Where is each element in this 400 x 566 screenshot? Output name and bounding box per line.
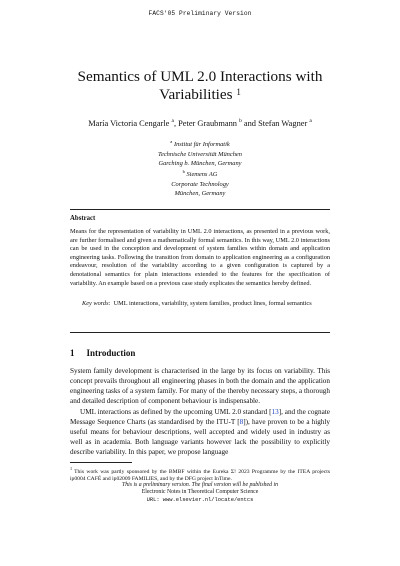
body-text-run: UML interactions as defined by the upcoming UML 2.0 standard [ xyxy=(80,408,272,416)
author-separator: , xyxy=(173,118,179,128)
preprint-url[interactable]: URL: www.elsevier.nl/locate/entcs xyxy=(146,496,254,503)
affiliation-line: Technische Universität München xyxy=(158,150,242,158)
preprint-note xyxy=(70,482,330,504)
footnote-text: This work was partly sponsored by the BMBF within the Eureka Σ! 2023 Programme by the ITEA projects ip0004 CAFÉ and ip02009 FAMILIES, and by the DFG project InTime. xyxy=(70,468,330,483)
affiliation-mark: b xyxy=(182,169,185,174)
author-list xyxy=(20,118,380,128)
preprint-line-2: Electronic Notes in Theoretical Computer Science xyxy=(141,489,259,496)
title-line-1: Semantics of UML 2.0 Interactions with xyxy=(77,68,323,85)
citation-link[interactable]: 13 xyxy=(271,408,279,416)
section-title: Introduction xyxy=(86,348,136,358)
affiliation-line: Garching b. München, Germany xyxy=(158,160,242,168)
abstract-top-rule xyxy=(70,209,330,210)
author-affil-mark: a xyxy=(171,118,174,124)
author-name: Peter Graubmann xyxy=(178,118,237,128)
preprint-line-1: This is a preliminary version. The final version will be published in xyxy=(122,482,278,488)
paper-title xyxy=(40,68,360,104)
affiliation-a xyxy=(40,137,360,169)
author-affil-mark: b xyxy=(239,118,242,124)
author-name: María Victoria Cengarle xyxy=(88,118,170,128)
affiliation-line: Corporate Technology xyxy=(171,180,229,188)
keywords-label: Key words: xyxy=(82,300,111,307)
title-footnote-mark: 1 xyxy=(236,87,241,97)
citation-link[interactable]: 8 xyxy=(239,418,244,426)
affiliation-line: Siemens AG xyxy=(186,171,218,179)
body-paragraph-2 xyxy=(70,407,330,457)
title-line-2: Variabilities xyxy=(159,86,233,103)
body-paragraph-1: System family development is characterised in the large by its focus on variability. This concept prevails throughout all engineering phases in both the domain and the application engineering tasks of a system family. For many of the thereby necessary steps, a thorough and detailed description of component behaviour is indispensable. xyxy=(70,367,330,405)
author-name: Stefan Wagner xyxy=(258,118,308,128)
keywords-text: UML interactions, variability, system families, product lines, formal semantics xyxy=(113,300,312,307)
keywords xyxy=(82,300,326,308)
footnote xyxy=(70,465,330,484)
abstract-bottom-rule xyxy=(70,332,330,333)
section-number: 1 xyxy=(70,348,75,358)
body-text-run: ], and the cognate Message Sequence Charts (as standardised by the ITU-T [ xyxy=(70,408,330,426)
section-heading xyxy=(70,348,135,358)
abstract-heading: Abstract xyxy=(70,215,96,222)
affiliation-mark: a xyxy=(170,139,173,144)
body-text-run: ]), have proven to be a highly useful means for behaviour descriptions, well accepted and widely used in industry as well as in academia. Both language variants however lack the possibility to explicitly describe variability. In this paper, we propose language xyxy=(70,418,330,456)
affiliation-b xyxy=(40,167,360,199)
author-separator: and xyxy=(241,118,259,128)
abstract-text: Means for the representation of variability in UML 2.0 interactions, as presented in a previous work, are further formalised and given a mathematically formal semantics. In this way, UML 2.0 interactions can be used in the conception and development of system families within domain and application engineering tasks. Following the transition from domain to application engineering as a configuration endeavour, resolution of the variability according to a given configuration is captured by a denotational semantics for plain interactions extended to the features for the specification of variability. An example based on a previous case study explicates the semantics hereby defined. xyxy=(70,228,330,287)
footnote-mark: 1 xyxy=(70,466,73,471)
affiliation-line: München, Germany xyxy=(174,190,226,198)
author-affil-mark: a xyxy=(309,118,312,124)
footnote-rule xyxy=(70,462,132,463)
affiliation-line: Institut für Informatik xyxy=(173,141,230,149)
running-head: FACS'05 Preliminary Version xyxy=(148,10,252,17)
